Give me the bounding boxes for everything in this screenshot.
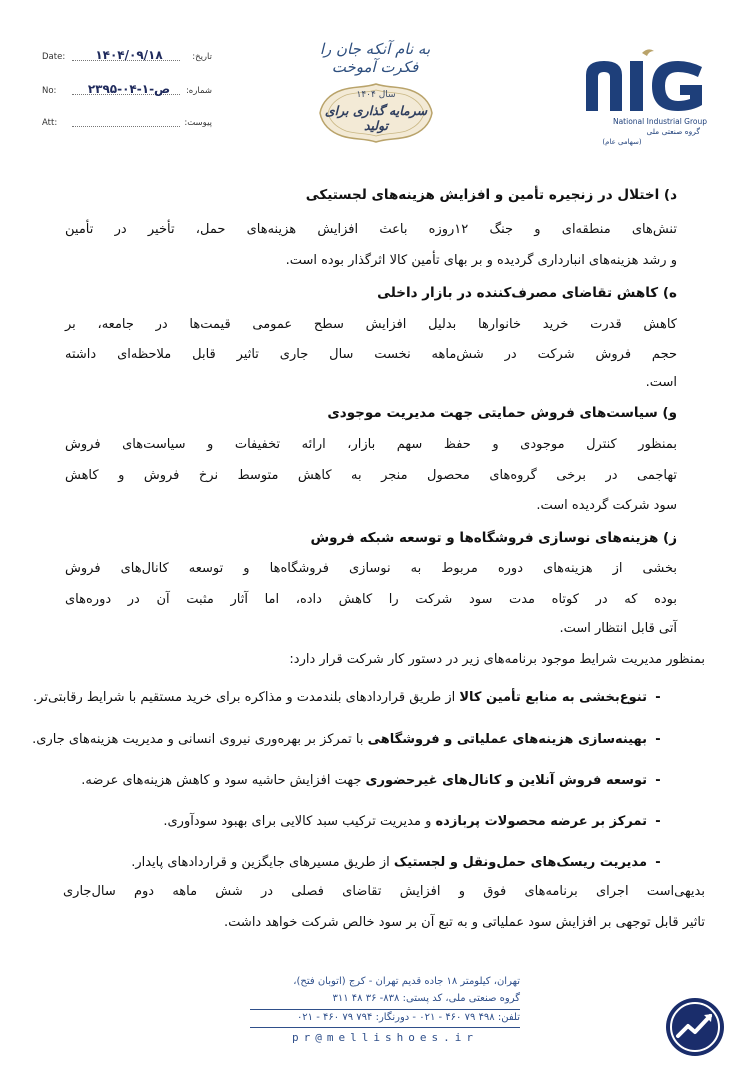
section-z-line-2: بوده که در کوتاه مدت سود شرکت را کاهش داده، اما آثار مثبت آن در دوره‌های bbox=[65, 592, 677, 607]
footer-phones: تلفن: ۴۹۸ ۷۹ ۴۶۰ - ۰۲۱ - دورنگار: ۷۹۴ ۷۹ ۴۶۰ - ۰۲۱ bbox=[296, 1012, 520, 1023]
date-label-en: Date: bbox=[42, 52, 66, 62]
footer-postal: گروه صنعتی ملی، کد پستی: ۸۳۸- ۳۶ ۴۸ ۳۱۱ bbox=[332, 993, 520, 1004]
year-slogan-badge bbox=[318, 82, 434, 144]
plan-bullet-1-bold: تنوع‌بخشی به منابع تأمین کالا bbox=[459, 690, 647, 705]
date-row bbox=[42, 48, 212, 68]
footer-address: تهران، کیلومتر ۱۸ جاده قدیم تهران - کرج (اتوبان فتح)، bbox=[293, 976, 520, 987]
section-d-title: د) اختلال در زنجیره تأمین و افزایش هزینه‌های لجستیکی bbox=[305, 187, 677, 203]
number-label-fa: شماره: bbox=[185, 86, 212, 96]
section-v-line-2: تهاجمی در برخی گروه‌های محصول منجر به کاهش متوسط نرخ فروش و کاهش bbox=[65, 468, 677, 483]
attachment-row bbox=[42, 118, 212, 134]
company-logo bbox=[582, 45, 707, 145]
plan-bullet-4: -تمرکز بر عرضه محصولات پربازده و مدیریت ترکیب سبد کالایی برای بهبود سودآوری. bbox=[163, 814, 661, 829]
section-h-line-2: حجم فروش شرکت در شش‌ماهه نخست سال جاری تاثیر قابل ملاحظه‌ای داشته bbox=[65, 347, 677, 362]
number-value: ۲۳۹۵-ص-۱-۰۴ bbox=[87, 82, 171, 96]
company-name-en: National Industrial Group bbox=[612, 117, 707, 126]
plan-bullet-3: -توسعه فروش آنلاین و کانال‌های غیرحضوری جهت افزایش حاشیه سود و کاهش هزینه‌های عرضه. bbox=[81, 773, 661, 788]
section-z-line-3: آتی قابل انتظار است. bbox=[559, 621, 677, 636]
date-value: ۱۴۰۴/۰۹/۱۸ bbox=[95, 48, 163, 62]
plan-bullet-2-bold: بهینه‌سازی هزینه‌های عملیاتی و فروشگاهی bbox=[367, 732, 647, 747]
badge-slogan: سرمایه گذاری برای تولید bbox=[324, 103, 428, 133]
company-name-fa: گروه صنعتی ملی bbox=[646, 127, 700, 136]
section-z-line-1: بخشی از هزینه‌های دوره مربوط به نوسازی فروشگاه‌ها و توسعه کانال‌های فروش bbox=[65, 561, 677, 576]
company-type: (سهامی عام) bbox=[602, 138, 642, 146]
plan-bullet-3-bold: توسعه فروش آنلاین و کانال‌های غیرحضوری bbox=[365, 773, 647, 788]
number-label-en: No: bbox=[42, 86, 57, 96]
plans-intro: بمنظور مدیریت شرایط موجود برنامه‌های زیر در دستور کار شرکت قرار دارد: bbox=[289, 652, 705, 667]
attachment-label-en: Att: bbox=[42, 118, 58, 128]
plan-bullet-5-text: از طریق مسیرهای جایگزین و قراردادهای پایدار. bbox=[131, 855, 394, 870]
plan-bullet-3-text: جهت افزایش حاشیه سود و کاهش هزینه‌های عرضه. bbox=[81, 773, 366, 788]
plan-bullet-4-text: و مدیریت ترکیب سبد کالایی برای بهبود سودآوری. bbox=[163, 814, 436, 829]
number-row bbox=[42, 82, 212, 102]
attachment-label-fa: پیوست: bbox=[184, 118, 212, 128]
section-z-title: ز) هزینه‌های نوسازی فروشگاه‌ها و توسعه شبکه فروش bbox=[310, 530, 677, 546]
bismillah-text: به نام آنکه جان را فکرت آموخت bbox=[319, 40, 431, 76]
plan-bullet-1: -تنوع‌بخشی به منابع تأمین کالا از طریق قراردادهای بلندمدت و مذاکره برای خرید مستقیم با شرایط رقابتی‌تر. bbox=[33, 690, 661, 705]
section-h-line-1: کاهش قدرت خرید خانوارها بدلیل افزایش سطح عمومی قیمت‌ها در جامعه، بر bbox=[65, 317, 677, 332]
plan-bullet-5-bold: مدیریت ریسک‌های حمل‌ونقل و لجستیک bbox=[393, 855, 647, 870]
section-d-line-1: تنش‌های منطقه‌ای و جنگ ۱۲روزه باعث افزایش هزینه‌های حمل، تأخیر در تأمین bbox=[65, 222, 677, 237]
date-label-fa: تاریخ: bbox=[192, 52, 212, 62]
section-d-line-2: و رشد هزینه‌های انبارداری گردیده و بر بهای تأمین کالا اثرگذار بوده است. bbox=[285, 253, 677, 268]
footer-divider bbox=[250, 1009, 520, 1010]
plan-bullet-2: -بهینه‌سازی هزینه‌های عملیاتی و فروشگاهی با تمرکز بر بهره‌وری نیروی انسانی و مدیریت هزینه‌های جاری. bbox=[32, 732, 661, 747]
plan-bullet-4-bold: تمرکز بر عرضه محصولات پربازده bbox=[435, 814, 647, 829]
closing-line-2: تاثیر قابل توجهی بر افزایش سود عملیاتی و به تبع آن بر سود خالص شرکت خواهد داشت. bbox=[224, 915, 705, 930]
plan-bullet-5: -مدیریت ریسک‌های حمل‌ونقل و لجستیک از طریق مسیرهای جایگزین و قراردادهای پایدار. bbox=[131, 855, 661, 870]
section-h-title: ه) کاهش تقاضای مصرف‌کننده در بازار داخلی bbox=[377, 285, 677, 301]
footer-email[interactable]: pr@mellishoes.ir bbox=[292, 1031, 478, 1044]
section-v-line-1: بمنظور کنترل موجودی و حفظ سهم بازار، ارائه تخفیفات و سیاست‌های فروش bbox=[65, 437, 677, 452]
section-h-line-3: است. bbox=[645, 375, 677, 390]
bismillah-emblem bbox=[300, 40, 450, 150]
section-v-line-3: سود شرکت گردیده است. bbox=[536, 498, 677, 513]
closing-line-1: بدیهی‌است اجرای برنامه‌های فوق و افزایش تقاضای فصلی در شش ماهه دوم سال‌جاری bbox=[63, 884, 705, 899]
plan-bullet-1-text: از طریق قراردادهای بلندمدت و مذاکره برای خرید مستقیم با شرایط رقابتی‌تر. bbox=[33, 690, 460, 705]
nig-logo-icon bbox=[582, 45, 707, 115]
plan-bullet-2-text: با تمرکز بر بهره‌وری نیروی انسانی و مدیریت هزینه‌های جاری. bbox=[32, 732, 368, 747]
section-v-title: و) سیاست‌های فروش حمایتی جهت مدیریت موجودی bbox=[327, 405, 677, 421]
footer-divider-2 bbox=[250, 1027, 520, 1028]
growth-chart-logo-icon bbox=[664, 996, 726, 1058]
badge-year: سال ۱۴۰۴ bbox=[356, 90, 396, 100]
